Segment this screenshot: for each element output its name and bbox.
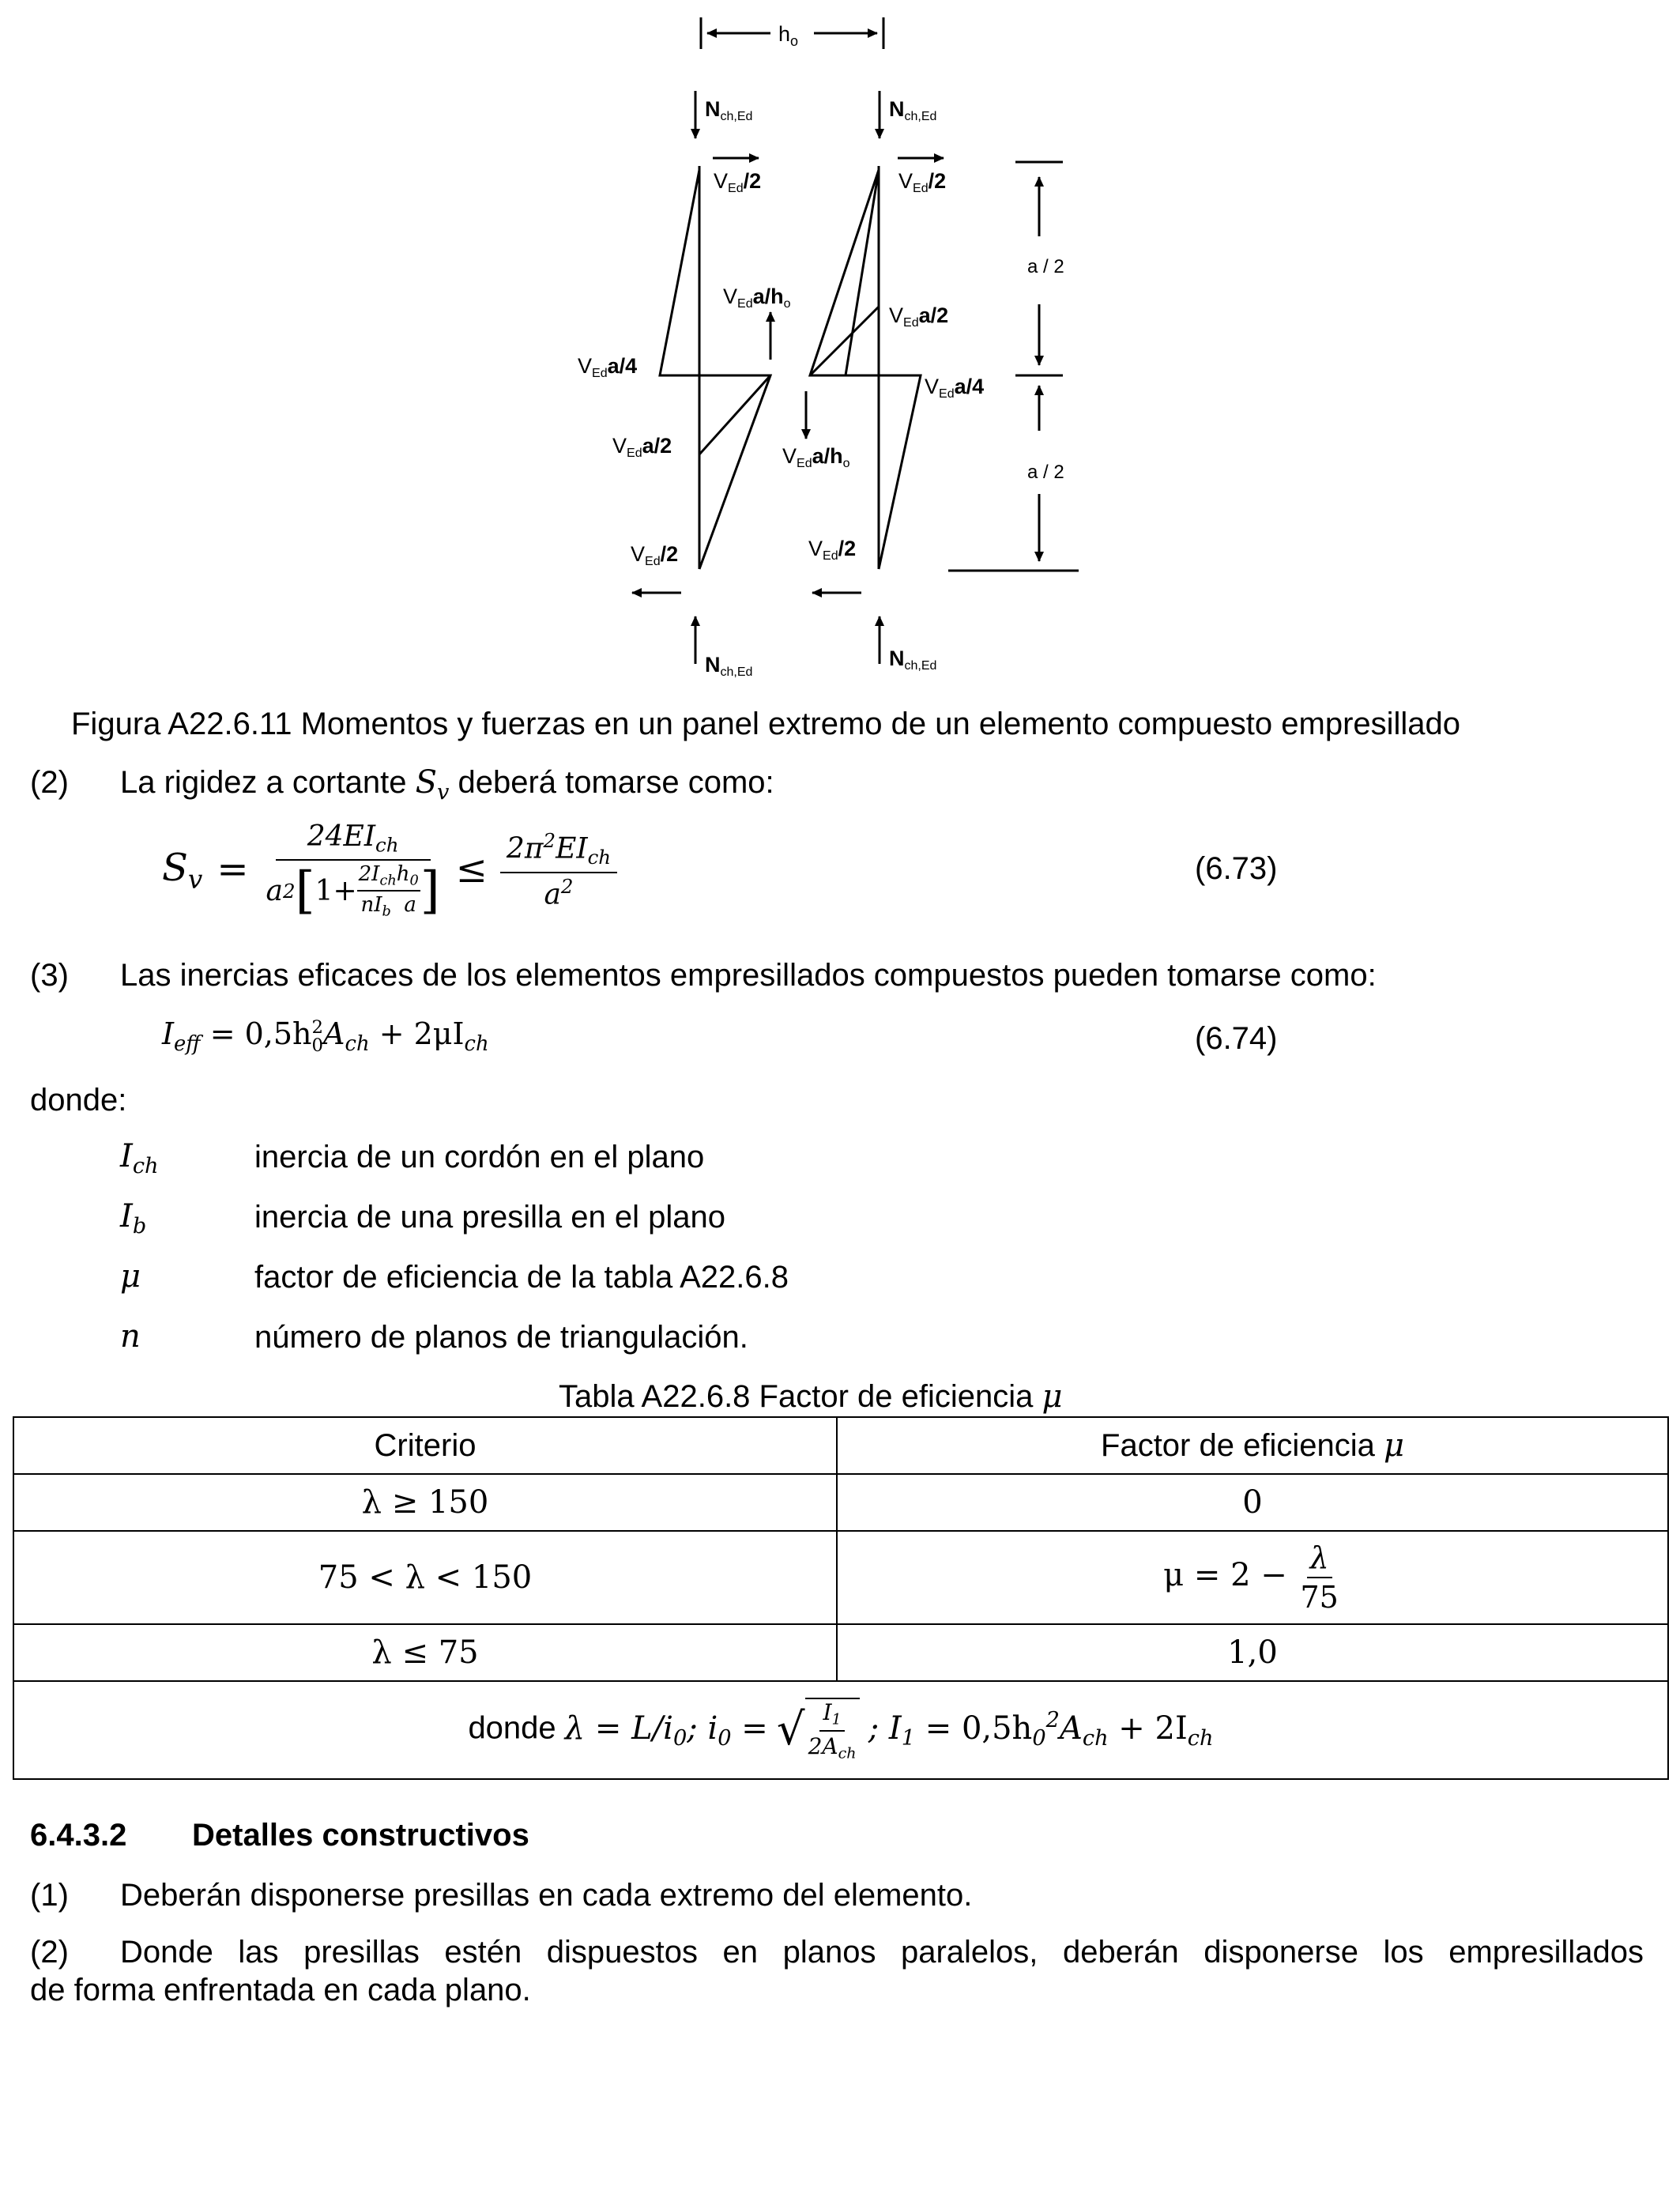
factor-cell: 0	[837, 1474, 1668, 1531]
para2-number: (2)	[30, 765, 69, 800]
label-veda-ho-right: VEda/ho	[782, 444, 850, 470]
label-a2-top: a / 2	[1027, 256, 1064, 277]
table-footer-cell: donde $\lambda = L/i_0$; $i_0$ = √ $\frac{I_1}{2A_{ch}}$ ; $I_1 = 0,5h_0^2A_{ch} + 2I_{ch}$	[13, 1681, 1668, 1779]
label-nch-bottom-right: Nch,Ed	[889, 647, 937, 673]
def-text-ib: inercia de una presilla en el plano	[254, 1200, 725, 1235]
label-ved2-top-right: VEd/2	[898, 169, 947, 195]
label-h0: $h_o$	[778, 22, 799, 49]
efficiency-table	[13, 1416, 1669, 1780]
table-row	[13, 1474, 1668, 1531]
criterio-cell: λ ≥ 150	[13, 1474, 837, 1531]
def-text-n: número de planos de triangulación.	[254, 1320, 748, 1355]
table-footer-row	[13, 1681, 1668, 1779]
item2-text: Donde las presillas estén dispuestos en planos paralelos, deberán disponerse los empresillados	[120, 1935, 1644, 1970]
label-ved2-bottom-left: VEd/2	[631, 542, 679, 568]
label-veda2-right: VEda/2	[889, 303, 949, 330]
def-symbol-ich: $I_{ch}$	[120, 1138, 159, 1179]
label-veda2-left: VEda/2	[612, 434, 672, 460]
table-caption: Tabla A22.6.8 Factor de eficiencia μ	[559, 1378, 1063, 1415]
criterio-cell: λ ≤ 75	[13, 1624, 837, 1681]
label-ved2-bottom-right: VEd/2	[808, 537, 857, 563]
figure-caption: Figura A22.6.11 Momentos y fuerzas en un panel extremo de un elemento compuesto empresillado	[71, 707, 1461, 741]
def-symbol-mu: μ	[120, 1258, 141, 1295]
sv-symbol: $S_v$	[415, 764, 450, 805]
label-nch-top-right: Nch,Ed	[889, 97, 937, 123]
equation-6-74: $I_{eff} = 0,5h$ 2 0 $A_{ch} + 2\mu I_{ch}$	[162, 1016, 489, 1056]
label-veda4-right: VEda/4	[925, 375, 985, 401]
item2-text-continued: de forma enfrentada en cada plano.	[30, 1973, 531, 2007]
para2-text: La rigidez a cortante $S_v$ deberá tomarse como:	[120, 764, 774, 805]
label-ved2-top-left: VEd/2	[714, 169, 762, 195]
section-title: Detalles constructivos	[192, 1818, 529, 1853]
para3-number: (3)	[30, 958, 69, 993]
def-symbol-ib: $I_b$	[120, 1198, 147, 1239]
label-nch-bottom-left: Nch,Ed	[705, 653, 753, 679]
equation-number-6-73: (6.73)	[1195, 851, 1278, 886]
table-row	[13, 1624, 1668, 1681]
def-text-ich: inercia de un cordón en el plano	[254, 1140, 705, 1174]
header-factor: Factor de eficiencia μ	[837, 1417, 1668, 1474]
donde-label: donde:	[30, 1083, 127, 1118]
label-nch-top-left: Nch,Ed	[705, 97, 753, 123]
item2-number: (2)	[30, 1935, 69, 1970]
para3-text: Las inercias eficaces de los elementos empresillados compuestos pueden tomarse como:	[120, 958, 1377, 993]
factor-cell: μ = 2 − $\frac{\lambda}{75}$	[837, 1531, 1668, 1624]
item1-text: Deberán disponerse presillas en cada extremo del elemento.	[120, 1878, 973, 1913]
def-symbol-n: n	[120, 1318, 141, 1355]
item1-number: (1)	[30, 1878, 69, 1913]
label-veda-ho-left: VEda/ho	[723, 285, 791, 311]
criterio-cell: 75 < λ < 150	[13, 1531, 837, 1624]
equation-6-73: $S_v$ = $24EI_{ch}$ a 2 [ 1+ $\frac{2I_{ch}h_0}{nI_b a}$ ] ≤ $\frac{2\pi^2EI_{ch}}{a^2}$	[162, 820, 617, 919]
label-a2-bottom: a / 2	[1027, 462, 1064, 483]
label-veda4-left: VEda/4	[578, 354, 638, 380]
section-number: 6.4.3.2	[30, 1818, 127, 1853]
table-row	[13, 1531, 1668, 1624]
header-criterio: Criterio	[13, 1417, 837, 1474]
def-text-mu: factor de eficiencia de la tabla A22.6.8	[254, 1260, 789, 1295]
table-header-row	[13, 1417, 1668, 1474]
force-moment-diagram	[0, 0, 1680, 696]
equation-number-6-74: (6.74)	[1195, 1021, 1278, 1056]
factor-cell: 1,0	[837, 1624, 1668, 1681]
